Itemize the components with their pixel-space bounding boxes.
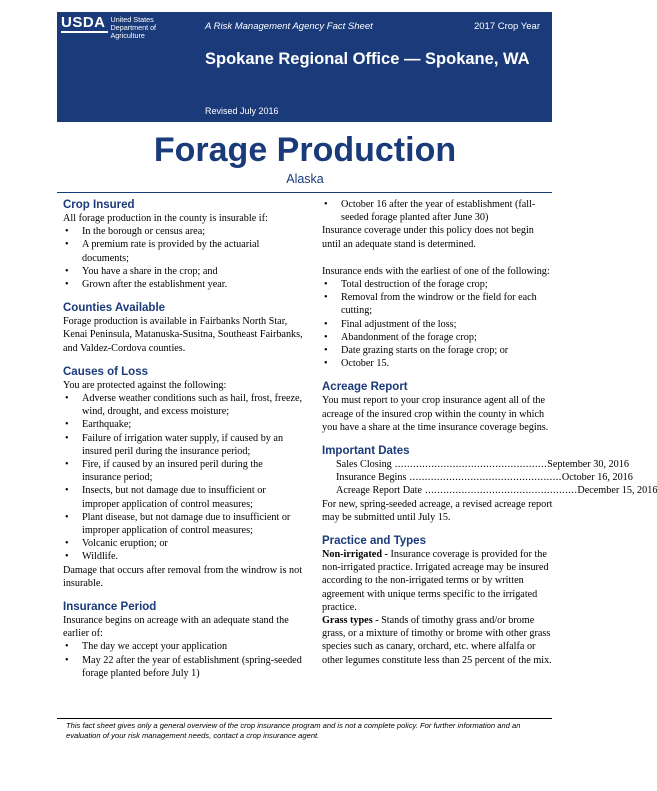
practice-section [322,534,554,667]
footer-disclaimer: This fact sheet gives only a general overview of the crop insurance program and is not a complete policy. For further information and an evaluation of your risk management needs, contact a crop insurance agent. [66,721,521,740]
date-row [322,471,633,484]
list-item: • Plant disease, but not damage due to insufficient or improper application of control measures; [63,511,303,537]
list-item: • Removal from the windrow or the field for each cutting; [322,291,554,317]
list-item: • Failure of irrigation water supply, if caused by an insured peril during the insurance period; [63,432,303,458]
list-item: • Volcanic eruption; or [63,537,303,550]
section-heading: Practice and Types [322,535,426,548]
list-item: • You have a share in the crop; and [63,265,303,278]
crop-insured-section [63,198,303,291]
section-heading: Crop Insured [63,199,135,211]
bullet-list [63,225,303,291]
section-text: Forage production is available in Fairbanks North Star, Kenai Peninsula, Matanuska-Susitna, Southeast Fairbanks, and Valdez-Cordova counties. [63,316,303,354]
bullet-list [322,198,554,224]
crop-year: 2017 Crop Year [473,21,540,32]
list-item: • In the borough or census area; [63,225,303,238]
section-heading: Causes of Loss [63,365,148,378]
list-item: • Wildlife. [63,550,303,563]
insurance-period-continued [322,198,554,370]
section-heading: Acreage Report [322,381,408,394]
fact-sheet-label: A Risk Management Agency Fact Sheet [205,21,373,32]
insurance-period-section [63,600,303,680]
date-value: October 16, 2016 [561,472,633,484]
bullet-list [63,640,303,680]
list-item: • May 22 after the year of establishment (spring-seeded forage planted before July 1) [63,654,303,680]
list-item: • Total destruction of the forage crop; [322,278,554,291]
section-heading: Insurance Period [63,601,157,614]
section-text: You are protected against the following: [63,379,227,391]
date-label: Acreage Report Date .................................................. [336,485,578,497]
header-banner [57,12,552,122]
section-text: You must report to your crop insurance agent all of the acreage of the insured crop within the county in which you have a share at the time insurance coverage begins. [322,395,549,433]
list-item: • Grown after the establishment year. [63,278,303,291]
date-label: Insurance Begins .................................................. [336,472,562,484]
agency-line: Department of [110,23,157,32]
list-item: • Insects, but not damage due to insufficient or improper application of control measures; [63,484,303,510]
practice-text: Stands of timothy grass and/or brome grass, or a mixture of timothy or brome with other grass species such as canary, orchard, etc. where alfalfa or other legumes constitute less than 25 percent of the mix. [322,615,552,666]
usda-mark: USDA [61,14,106,31]
section-text: Damage that occurs after removal from the windrow is not insurable. [63,564,303,589]
list-item: • Earthquake; [63,418,303,431]
agency-name [111,16,157,40]
practice-paragraph [322,614,554,667]
section-text: For new, spring-seeded acreage, a revised acreage report may be submitted until July 15. [322,498,553,523]
practice-text: Insurance coverage is provided for the non-irrigated practice. Irrigated acreage may be insured according to the non-irrigated terms or by written agreement with unique terms specific to the irrigated practice. [322,549,549,613]
section-text: All forage production in the county is insurable if: [63,213,268,224]
section-text: Insurance ends with the earliest of one of the following: [322,265,550,277]
bullet-list [63,392,303,564]
practice-label: Non-irrigated - [322,549,388,561]
list-item: • Date grazing starts on the forage crop; or [322,344,554,357]
list-item: • Adverse weather conditions such as hail, frost, freeze, wind, drought, and excess moisture; [63,392,303,418]
acreage-section [322,380,554,434]
left-column [63,198,303,680]
date-value: September 30, 2016 [547,459,629,471]
list-item: • The day we accept your application [63,640,303,653]
counties-section [63,301,303,355]
dates-table [322,458,657,498]
right-column [322,198,657,667]
agency-line: Agriculture [110,31,145,40]
top-divider [57,192,552,193]
section-text: Insurance coverage under this policy does not begin until an adequate stand is determined. [322,225,534,250]
office-name: Spokane Regional Office — Spokane, WA [205,50,530,68]
section-heading: Important Dates [322,445,410,458]
date-row [322,484,657,497]
dates-section [322,444,657,524]
causes-section [63,365,303,590]
list-item: • Abandonment of the forage crop; [322,331,554,344]
usda-logo [61,15,156,40]
date-label: Sales Closing .................................................. [336,459,548,471]
page-title: Forage Production [153,131,457,169]
bullet-list [322,278,554,370]
agency-line: United States [110,15,154,24]
revised-date: Revised July 2016 [205,106,279,116]
list-item: • A premium rate is provided by the actuarial documents; [63,238,303,264]
date-row [322,458,629,471]
practice-label: Grass types - [322,615,379,627]
list-item: • October 16 after the year of establishment (fall-seeded forage planted after June 30) [322,198,554,224]
list-item: • October 15. [322,357,554,370]
list-item: • Final adjustment of the loss; [322,318,554,331]
bottom-divider [57,718,552,719]
section-heading: Counties Available [63,302,166,315]
section-text: Insurance begins on acreage with an adequate stand the earlier of: [63,615,289,640]
page-subtitle: Alaska [286,172,324,186]
list-item: • Fire, if caused by an insured peril during the insurance period; [63,458,303,484]
date-value: December 15, 2016 [577,485,657,497]
practice-paragraph [322,548,554,614]
